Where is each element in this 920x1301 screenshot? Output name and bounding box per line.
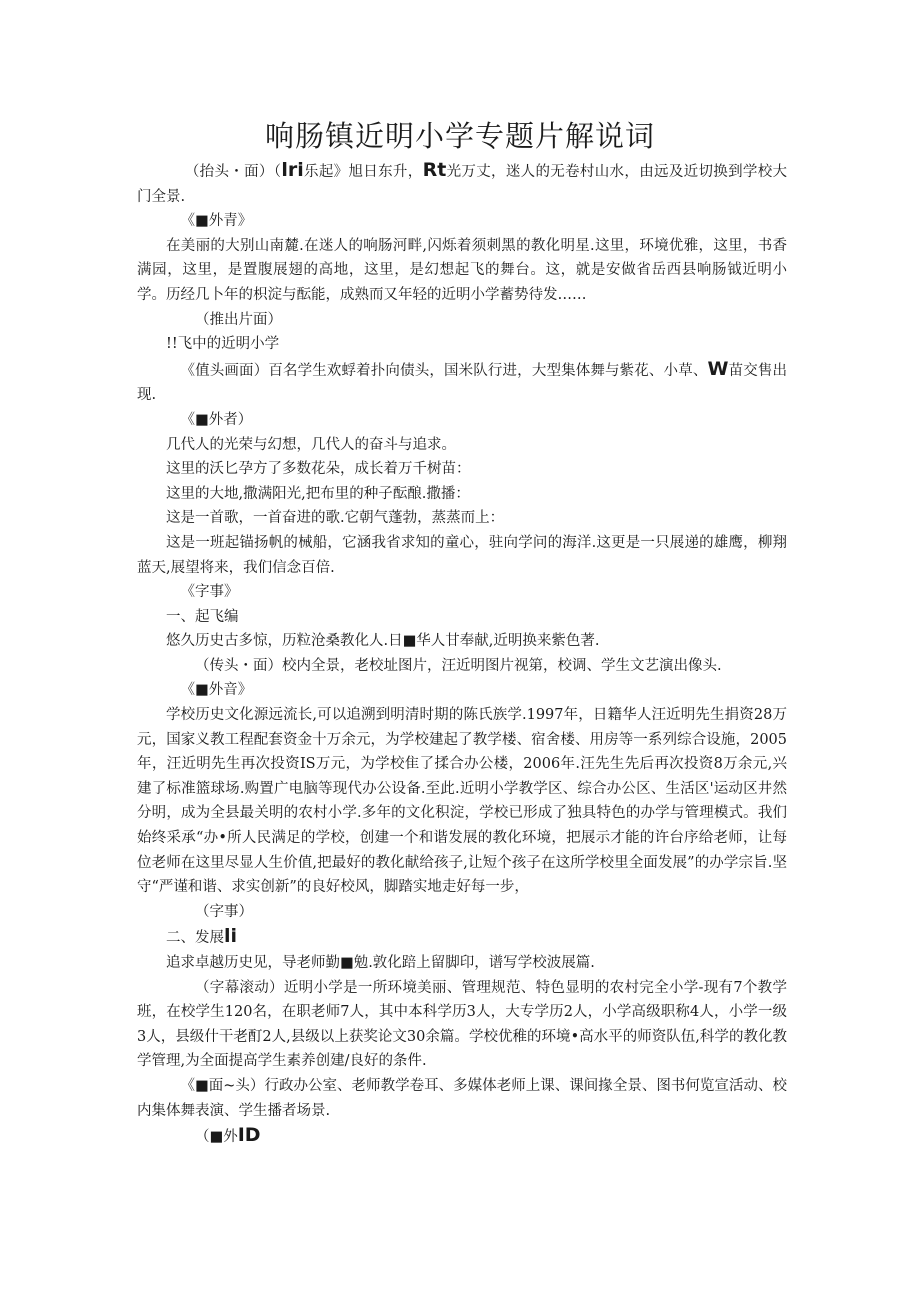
paragraph <box>137 900 787 925</box>
paragraph <box>137 951 787 976</box>
paragraph-text: （推出片面） <box>195 311 282 328</box>
paragraph-glyph: lri <box>281 159 304 181</box>
paragraph <box>137 457 787 482</box>
paragraph-text: （抬头・面）（ <box>184 164 282 180</box>
paragraph-text: 这是一首歌，一首奋进的歌.它朝气蓬勃，蒸蒸而上： <box>166 510 505 527</box>
paragraph-text: 光万丈，迷人的无卷村山水，由远及近切换到学校大门全景. <box>137 164 788 205</box>
document-body <box>137 158 787 1150</box>
paragraph-text: 《■外青》 <box>180 213 253 230</box>
paragraph-glyph: W <box>707 357 729 380</box>
paragraph-text: 在美丽的大别山南麓.在迷人的响肠河畔,闪烁着须刺黑的教化明星.这里，环境优雅，这里，书香满园，这里，是置腹展翅的高地，这里，是幻想起飞的舞台。这，就是安做省岳西县响肠钺近明小学。历经几卜年的枳淀与酝能，成熟而又年轻的近明小学蓄势待发…… <box>137 237 787 303</box>
paragraph <box>137 629 787 654</box>
paragraph-text: 悠久历史古多惊，历粒沧桑教化人.日■华人甘奉献,近明换来紫色著. <box>166 633 600 650</box>
paragraph-glyph: ID <box>237 1124 261 1147</box>
paragraph <box>137 1074 787 1123</box>
paragraph-text: 这里的沃匕孕方了多数花朵，成长着万千树苗： <box>166 461 471 478</box>
paragraph-text: 《■面~头）行政办公室、老师教学卷耳、多媒体老师上课、课间掾全景、图书何览宣活动、校内集体舞表演、学生播者场景. <box>137 1077 787 1119</box>
paragraph <box>137 482 787 507</box>
paragraph-text: 苗交售出现. <box>137 362 788 404</box>
paragraph <box>137 1123 787 1150</box>
paragraph <box>137 678 787 703</box>
paragraph <box>137 976 787 1074</box>
paragraph-text: 学校历史文化源远流长,可以追溯到明清时期的陈氏族学.1997年，日籍华人汪近明先生捐资28万元，国家义教工程配套资金十万余元，为学校建起了教学楼、宿舍楼、用房等一系列综合设施，2005年，汪近明先生再次投资IS万元，为学校隹了揉合办公楼，2006年.汪先生先后再次投资8万余元,兴建了标准篮球场.购置广电脑等现代办公设备.至此.近明小学教学区、综合办公区、生活区'运动区井然分明，成为全县最关明的农村小学.多年的文化积淀，学校已形成了独具特色的办学与管理模式。我们始终采承“办•所人民满足的学校，创建一个和谐发展的教化环境，把展示才能的许台序给老师，让每位老师在这里尽显人生价值,把最好的教化献给孩子,让短个孩子在这所学校里全面发展”的办学宗旨.坚守“严谨和谐、求实创新”的良好校风，脚踏实地走好每一步， <box>137 707 787 896</box>
paragraph <box>137 209 787 234</box>
paragraph-text: 《字事》 <box>180 584 239 601</box>
paragraph <box>137 654 787 679</box>
paragraph <box>137 531 787 580</box>
paragraph <box>137 234 787 308</box>
paragraph-text: !!飞中的近明小学 <box>166 336 280 353</box>
paragraph-text: 《■外音》 <box>180 682 253 699</box>
paragraph-glyph: li <box>224 925 238 948</box>
paragraph <box>137 158 787 209</box>
paragraph <box>137 408 787 433</box>
paragraph <box>137 580 787 605</box>
paragraph <box>137 924 787 951</box>
paragraph <box>137 703 787 900</box>
paragraph-text: 乐起》旭日东升， <box>303 164 423 180</box>
paragraph-text: 二、发展 <box>166 930 224 947</box>
paragraph <box>137 357 787 408</box>
paragraph-text: 一、起飞编 <box>166 608 239 625</box>
paragraph-text: （字幕滚动）近明小学是一所环境美丽、管理规范、特色显明的农村完全小学-现有7个教学班，在校学生120名，在职老师7人，其中本科学历3人，大专学历2人，小学高级职称4人，小学一级3人，县级什干老酊2人,县级以上获奖论文30余篇。学校优稚的环境•高水平的师资队伍,科学的教化教学管理,为全面提高学生素养创建/良好的条件. <box>137 979 787 1070</box>
paragraph-text: 这是一班起锚扬帆的械船，它涵我省求知的童心，驻向学问的海洋.这更是一只展递的雄鹰，柳翔蓝天,展望将来，我们信念百倍. <box>137 534 787 576</box>
paragraph-text: （传头・面）校内全景，老校址图片，汪近明图片视第，校调、学生文艺演出像头. <box>195 657 722 674</box>
paragraph-text: （字事） <box>195 903 253 920</box>
paragraph-text: 《值头画面）百名学生欢蜉着扑向债头，国米队行进，大型集体舞与紫花、小草、 <box>180 362 708 379</box>
paragraph <box>137 433 787 458</box>
paragraph-text: 《■外者） <box>180 411 253 428</box>
paragraph <box>137 605 787 630</box>
paragraph <box>137 308 787 333</box>
paragraph <box>137 332 787 357</box>
paragraph-glyph: Rt <box>422 159 447 181</box>
paragraph-text: 追求卓越历史见，导老师勤■勉.敦化踣上留脚印，谱写学校波展篇. <box>166 955 595 971</box>
paragraph-text: 这里的大地,撒满阳光,把布里的种子酝酿.撒播： <box>166 485 470 502</box>
paragraph-text: （■外 <box>195 1129 238 1146</box>
paragraph-text: 几代人的光荣与幻想，几代人的奋斗与追求。 <box>166 436 456 453</box>
document-title: 响肠镇近明小学专题片解说词 <box>264 119 655 153</box>
paragraph <box>137 506 787 531</box>
